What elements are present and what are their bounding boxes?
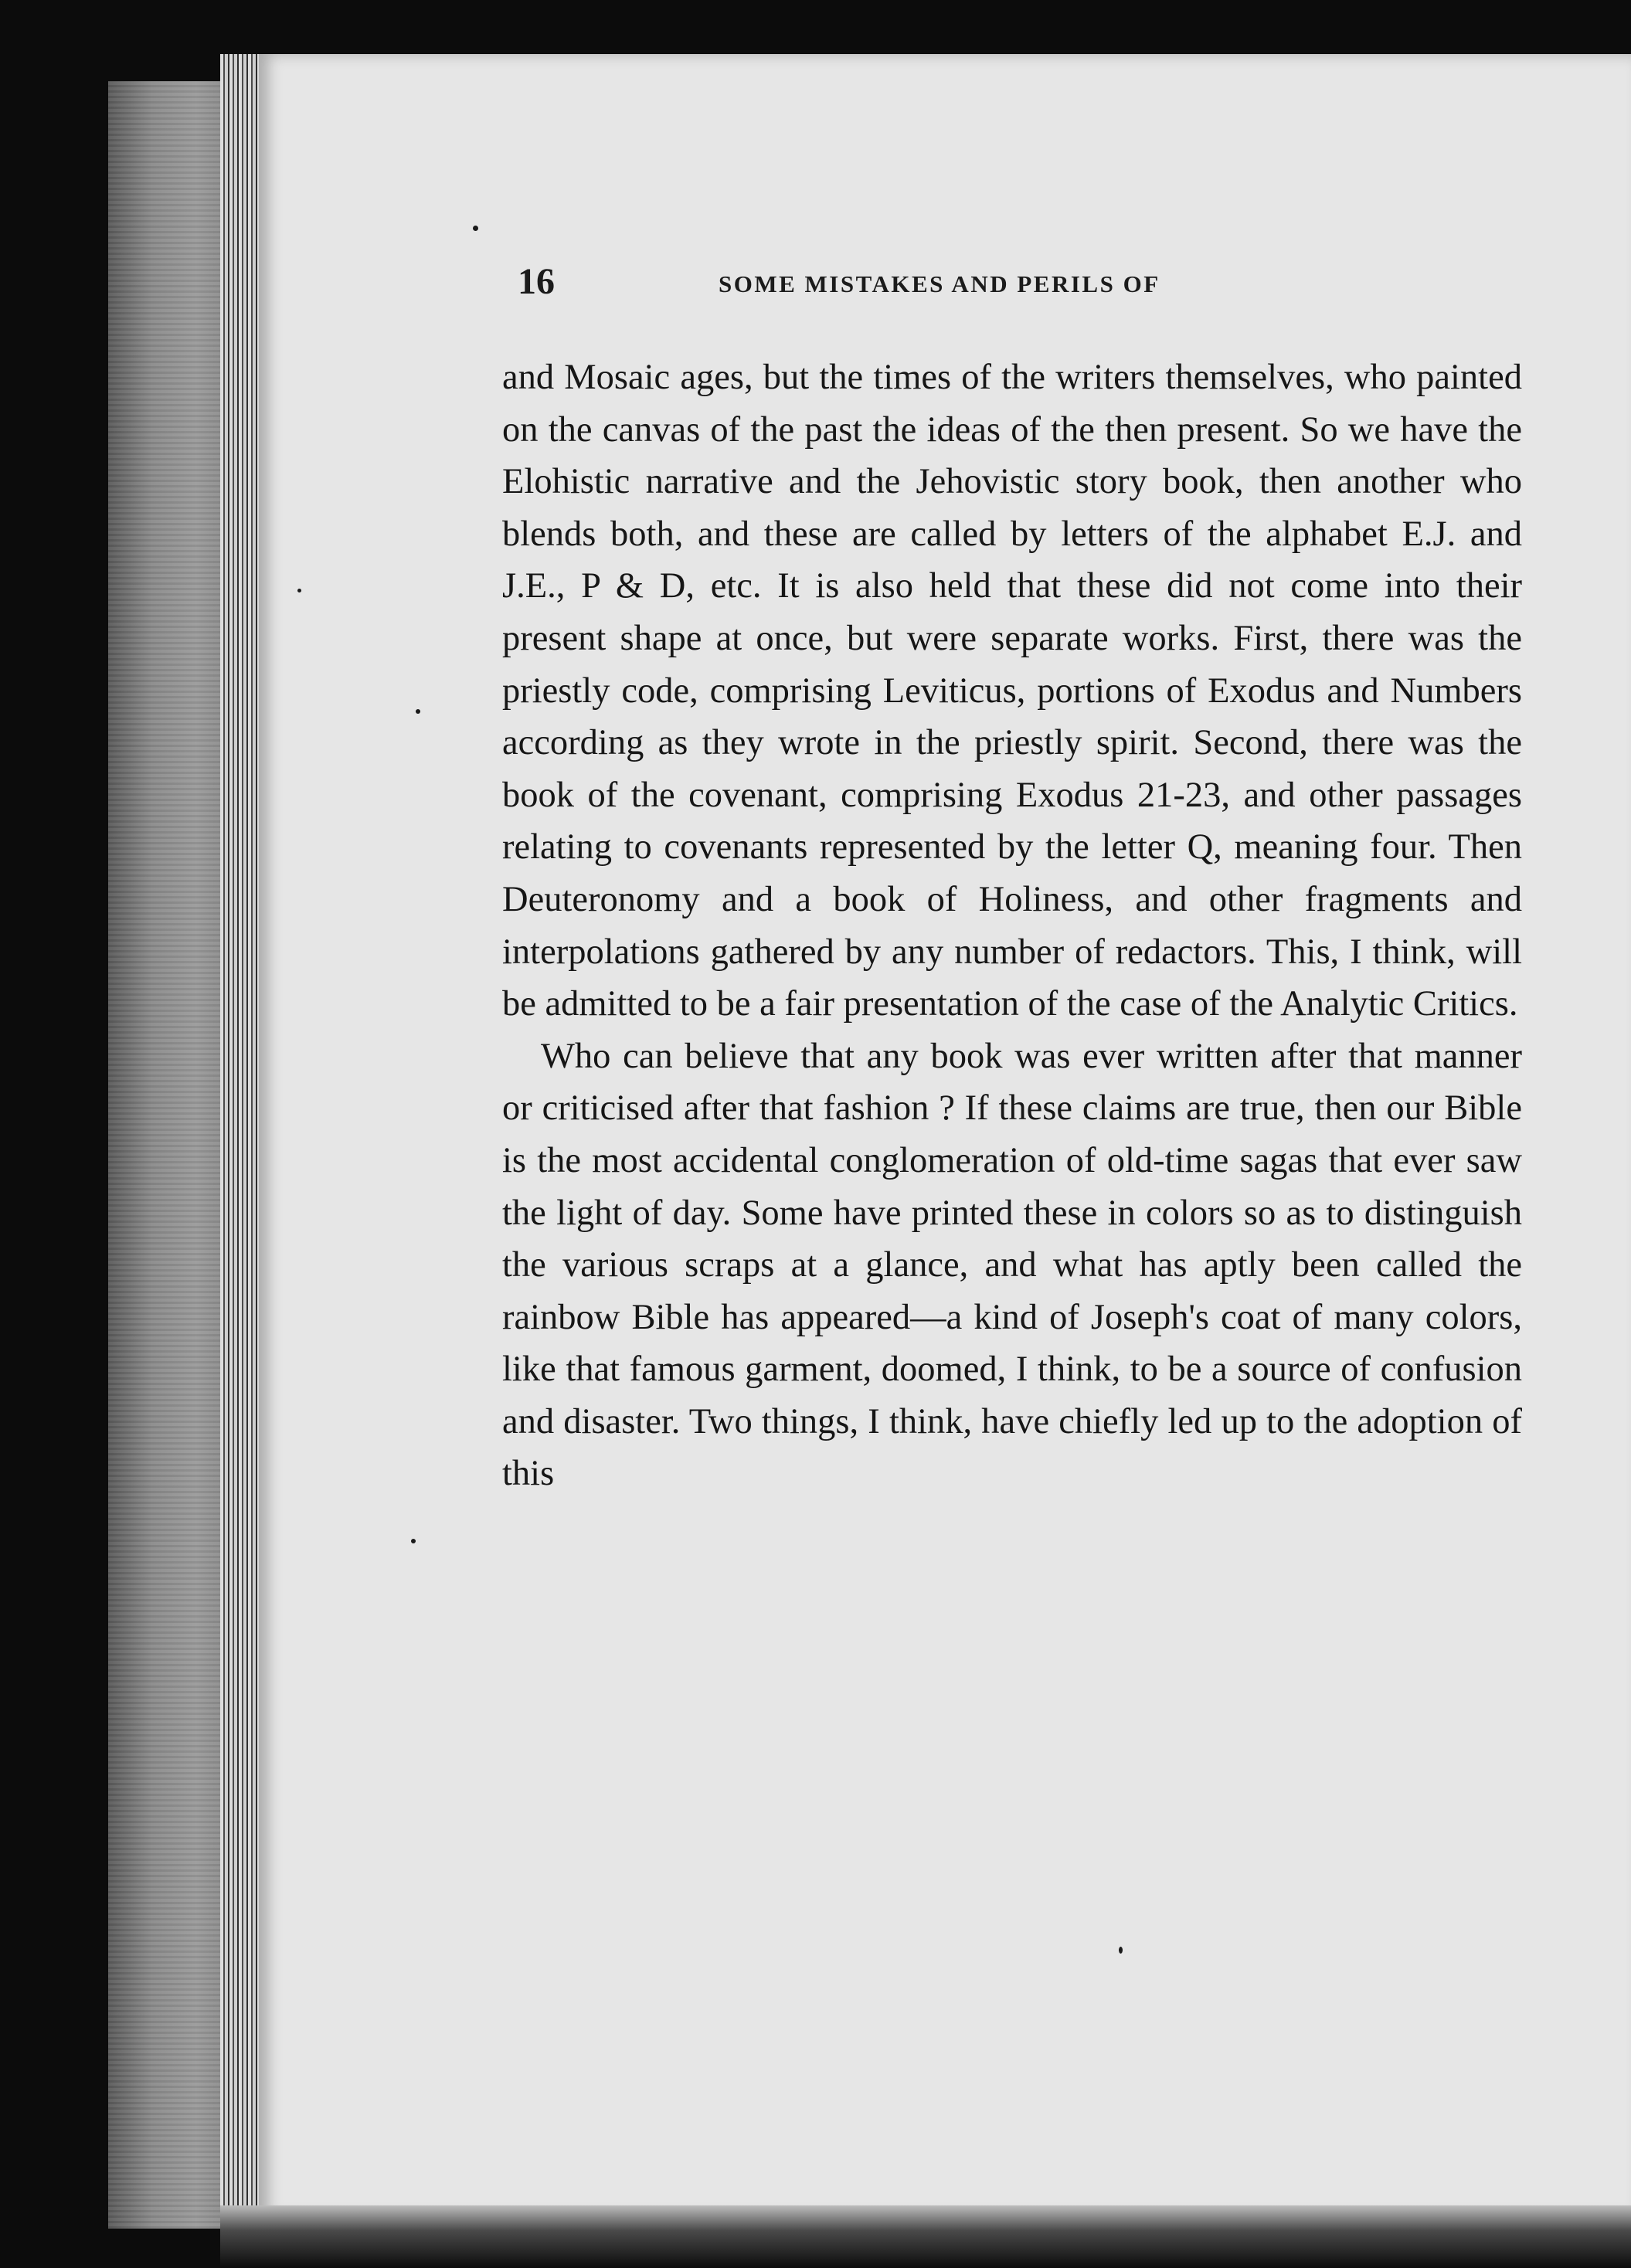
running-title: SOME MISTAKES AND PERILS OF: [719, 270, 1160, 297]
scan-speck: [1119, 1947, 1123, 1954]
scan-speck: [411, 1539, 416, 1543]
scan-speck: [297, 589, 301, 592]
page-bottom-shadow: [220, 2205, 1631, 2268]
paragraph: Who can believe that any book was ever written after that manner or criticised after that fashion ? If these claims are true, then our Bible is the most accidental conglomeration of old-time sagas that ever saw the light of day. Some have printed these in colors so as to distinguish the various scraps at a glance, and what has aptly been called the rainbow Bible has appeared—a kind of Joseph's coat of many colors, like that famous garment, doomed, I think, to be a source of confusion and disaster. Two things, I think, have chiefly led up to the adoption of this: [502, 1036, 1522, 1494]
paragraph: and Mosaic ages, but the times of the writers themselves, who painted on the canvas of the past the ideas of the then present. So we have the Elohistic narrative and the Jehovistic story book, then another who blends both, and these are called by letters of the alphabet E.J. and J.E., P & D, etc. It is also held that these did not come into their present shape at once, but were separate works. First, there was the priestly code, comprising Leviticus, portions of Exodus and Numbers according as they wrote in the priestly spirit. Second, there was the book of the covenant, comprising Exodus 21-23, and other passages relating to covenants represented by the letter Q, meaning four. Then Deuteronomy and a book of Holiness, and other fragments and interpolations gathered by any number of redactors. This, I think, will be admitted to be a fair presentation of the case of the Analytic Critics.: [502, 358, 1522, 1024]
scan-speck: [473, 226, 478, 231]
scan-speck: [416, 709, 420, 714]
running-head: [518, 255, 1483, 317]
page-number: 16: [518, 261, 555, 302]
body-text: [502, 351, 1522, 1500]
